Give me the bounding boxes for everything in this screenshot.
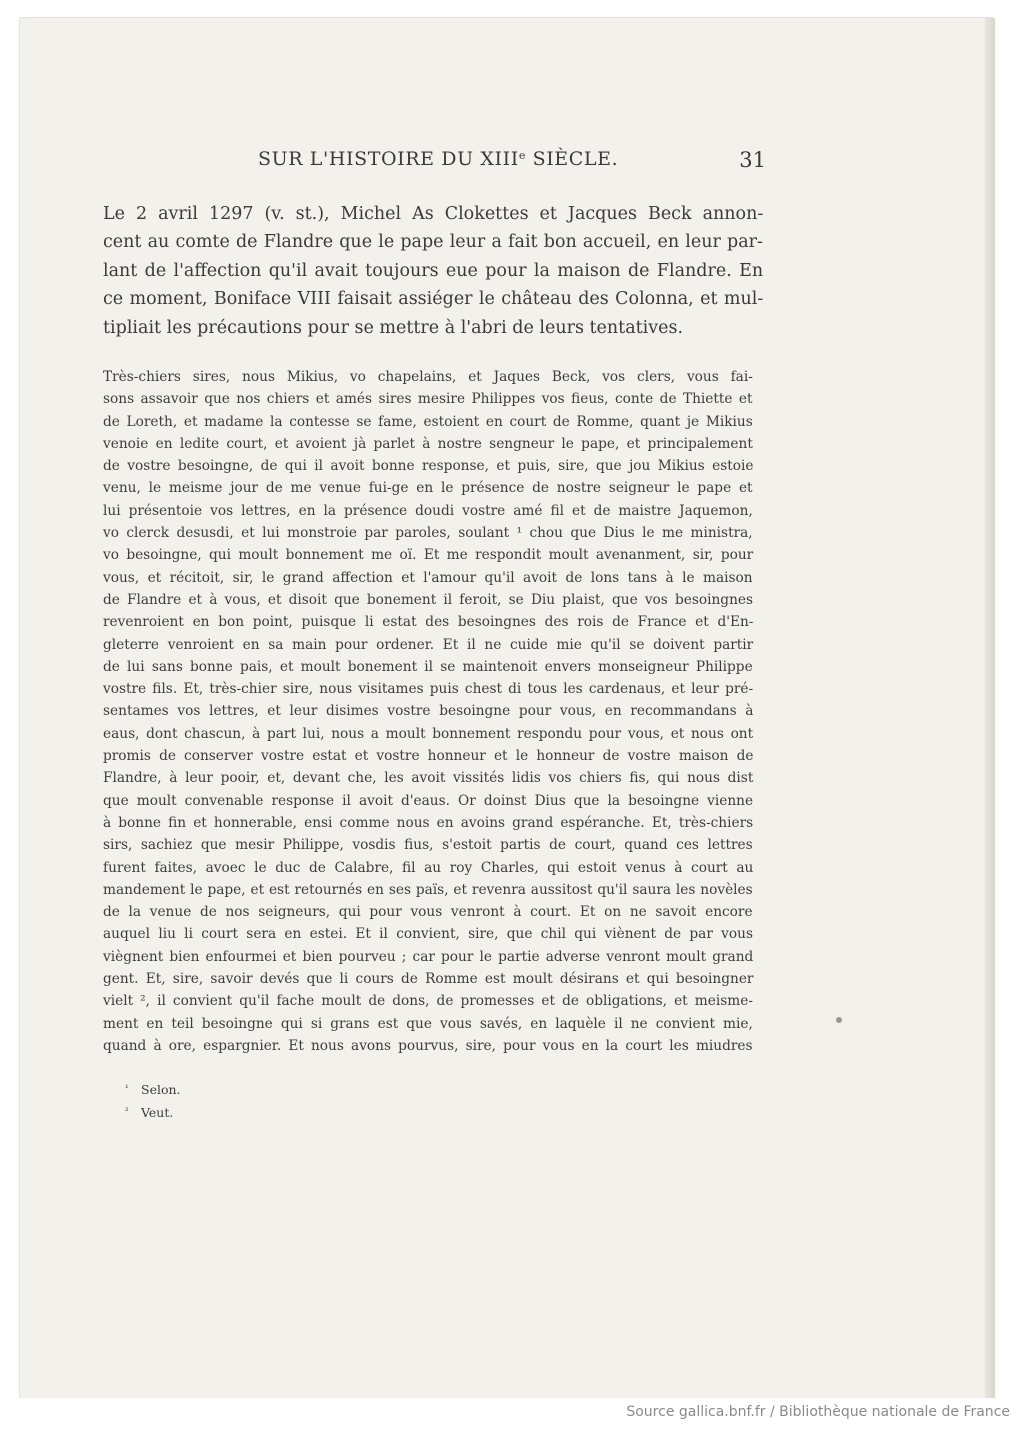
letter-line: eaus, dont chascun, à part lui, nous a moult bonnement respondu pour vous, et nous ont [103, 725, 754, 742]
letter-line: gleterre venroient en sa main pour ordener. Et il ne cuide mie qu'il se doivent partir [103, 636, 754, 653]
letter-line: lui présentoie vos lettres, en la présence doudi vostre amé fil et de maistre Jaquemon, [103, 502, 753, 519]
footnote-text: Selon. [141, 1082, 181, 1097]
running-title-superscript: e [518, 149, 526, 162]
letter-line: sons assavoir que nos chiers et amés sires mesire Philippes vos fieus, conte de Thiette et [103, 391, 753, 408]
letter-line: sentames vos lettres, et leur disimes vostre besoingne pour vous, en recommandans à [103, 703, 754, 720]
letter-line: que moult convenable response il avoit d'eaus. Or doinst Dius que la besoingne vienne [103, 792, 754, 809]
footnote-text: Veut. [141, 1105, 174, 1120]
letter-line: de lui sans bonne pais, et moult bonement il se maintenoit envers monseigneur Philippe [103, 658, 753, 675]
source-bar [0, 1398, 1024, 1431]
letter-line: de Loreth, et madame la contesse se fame, estoient en court de Romme, quant je Mikius [103, 413, 753, 430]
letter-line: Très-chiers sires, nous Mikius, vo chapelains, et Jaques Beck, vos clers, vous fai- [103, 369, 753, 385]
letter-line: de Flandre et à vous, et disoit que bonement il feroit, se Diu plaist, que vos besoingnes [103, 591, 754, 608]
footnote [125, 1101, 425, 1124]
letter-line: Flandre, à leur pooir, et, devant che, les avoit vissités lidis vos chiers fis, qui nous dist [103, 770, 754, 787]
footnotes [125, 1078, 425, 1124]
footnote [125, 1078, 425, 1101]
letter-line: furent faites, avoec le duc de Calabre, fil au roy Charles, qui estoit venus à court au [103, 859, 754, 876]
summary-line: Le 2 avril 1297 (v. st.), Michel As Clokettes et Jacques Beck annon- [103, 204, 764, 224]
summary-line: lant de l'affection qu'il avait toujours eue pour la maison de Flandre. En [103, 260, 764, 281]
footnote-mark: ² [125, 1107, 129, 1117]
summary-line: tipliait les précautions pour se mettre à l'abri de leurs tentatives. [103, 317, 684, 338]
letter-line: venu, le meisme jour de me venue fui-ge en le présence de nostre seigneur le pape et [103, 480, 753, 497]
footnote-mark: ¹ [125, 1084, 129, 1094]
summary-line: ce moment, Boniface VIII faisait assiéger le château des Colonna, et mul- [103, 289, 764, 310]
letter-line: auquel liu li court sera en estei. Et il convient, sire, que chil qui viènent de par vous [103, 926, 753, 943]
summary-line: cent au comte de Flandre que le pape leur a fait bon accueil, en leur par- [103, 232, 763, 253]
letter-line: vo besoingne, qui moult bonnement me oï. Et me respondit moult avenanment, sir, pour [103, 547, 754, 564]
letter-line: à bonne fin et honnerable, ensi comme nous en avoins grand espéranche. Et, très-chiers [103, 814, 754, 831]
letter-line: revenroient en bon point, puisque li estat des besoingnes des rois de France et d'En- [103, 614, 754, 631]
letter-line: viègnent bien enfourmei et bien pourveu ; car pour le partie adverse venront moult grand [103, 948, 754, 965]
letter-line: venoie en ledite court, et avoient jà parlet à nostre sengneur le pape, et principalement [103, 435, 753, 452]
letter-line: vielt ², il convient qu'il fache moult de dons, de promesses et de obligations, et meisme- [103, 993, 753, 1010]
page-edge [985, 18, 995, 1398]
letter-line: ment en teil besoingne qui si grans est que vous savés, en laquèle il ne convient mie, [103, 1015, 753, 1032]
running-title-main: SUR L'HISTOIRE DU XIII [258, 148, 519, 170]
page-speck [836, 1017, 842, 1023]
letter-line: de la venue de nos seigneurs, qui pour vous venront à court. Et on ne savoit encore [103, 904, 753, 921]
letter-line: mandement le pape, et est retournés en ses païs, et revenra aussitost qu'il saura les novèles [103, 881, 753, 898]
letter-line: de vostre besoingne, de qui il avoit bonne response, et puis, sire, que jou Mikius estoie [103, 458, 754, 475]
letter-line: vous, et récitoit, sir, le grand affection et l'amour qu'il avoit de lons tans à le maison [103, 569, 753, 586]
summary-paragraph [103, 200, 763, 342]
running-title-end: SIÈCLE. [525, 148, 619, 170]
letter-line: promis de conserver vostre estat et vostre honneur et le honneur de vostre maison de [103, 748, 754, 765]
letter-line: vostre fils. Et, très-chier sire, nous visitames puis chest di tous les cardenaus, et leur pré- [103, 681, 754, 698]
letter-text [103, 366, 763, 1057]
letter-line: gent. Et, sire, savoir devés que li cours de Romme est moult désirans et qui besoingner [103, 971, 754, 988]
letter-line: sirs, sachiez que mesir Philippe, vosdis fius, s'estoit partis de court, quand ces lettres [103, 837, 753, 854]
page-number: 31 [739, 148, 766, 172]
source-credit: Source gallica.bnf.fr / Bibliothèque nationale de France [626, 1404, 1010, 1420]
letter-line: quand à ore, espargnier. Et nous avons pourvus, sire, pour vous en la court les miudres [103, 1037, 753, 1054]
running-head [258, 148, 766, 178]
letter-line: vo clerck desusdi, et lui monstroie par paroles, soulant ¹ chou que Dius le me ministra, [103, 525, 753, 542]
running-title [258, 148, 618, 170]
